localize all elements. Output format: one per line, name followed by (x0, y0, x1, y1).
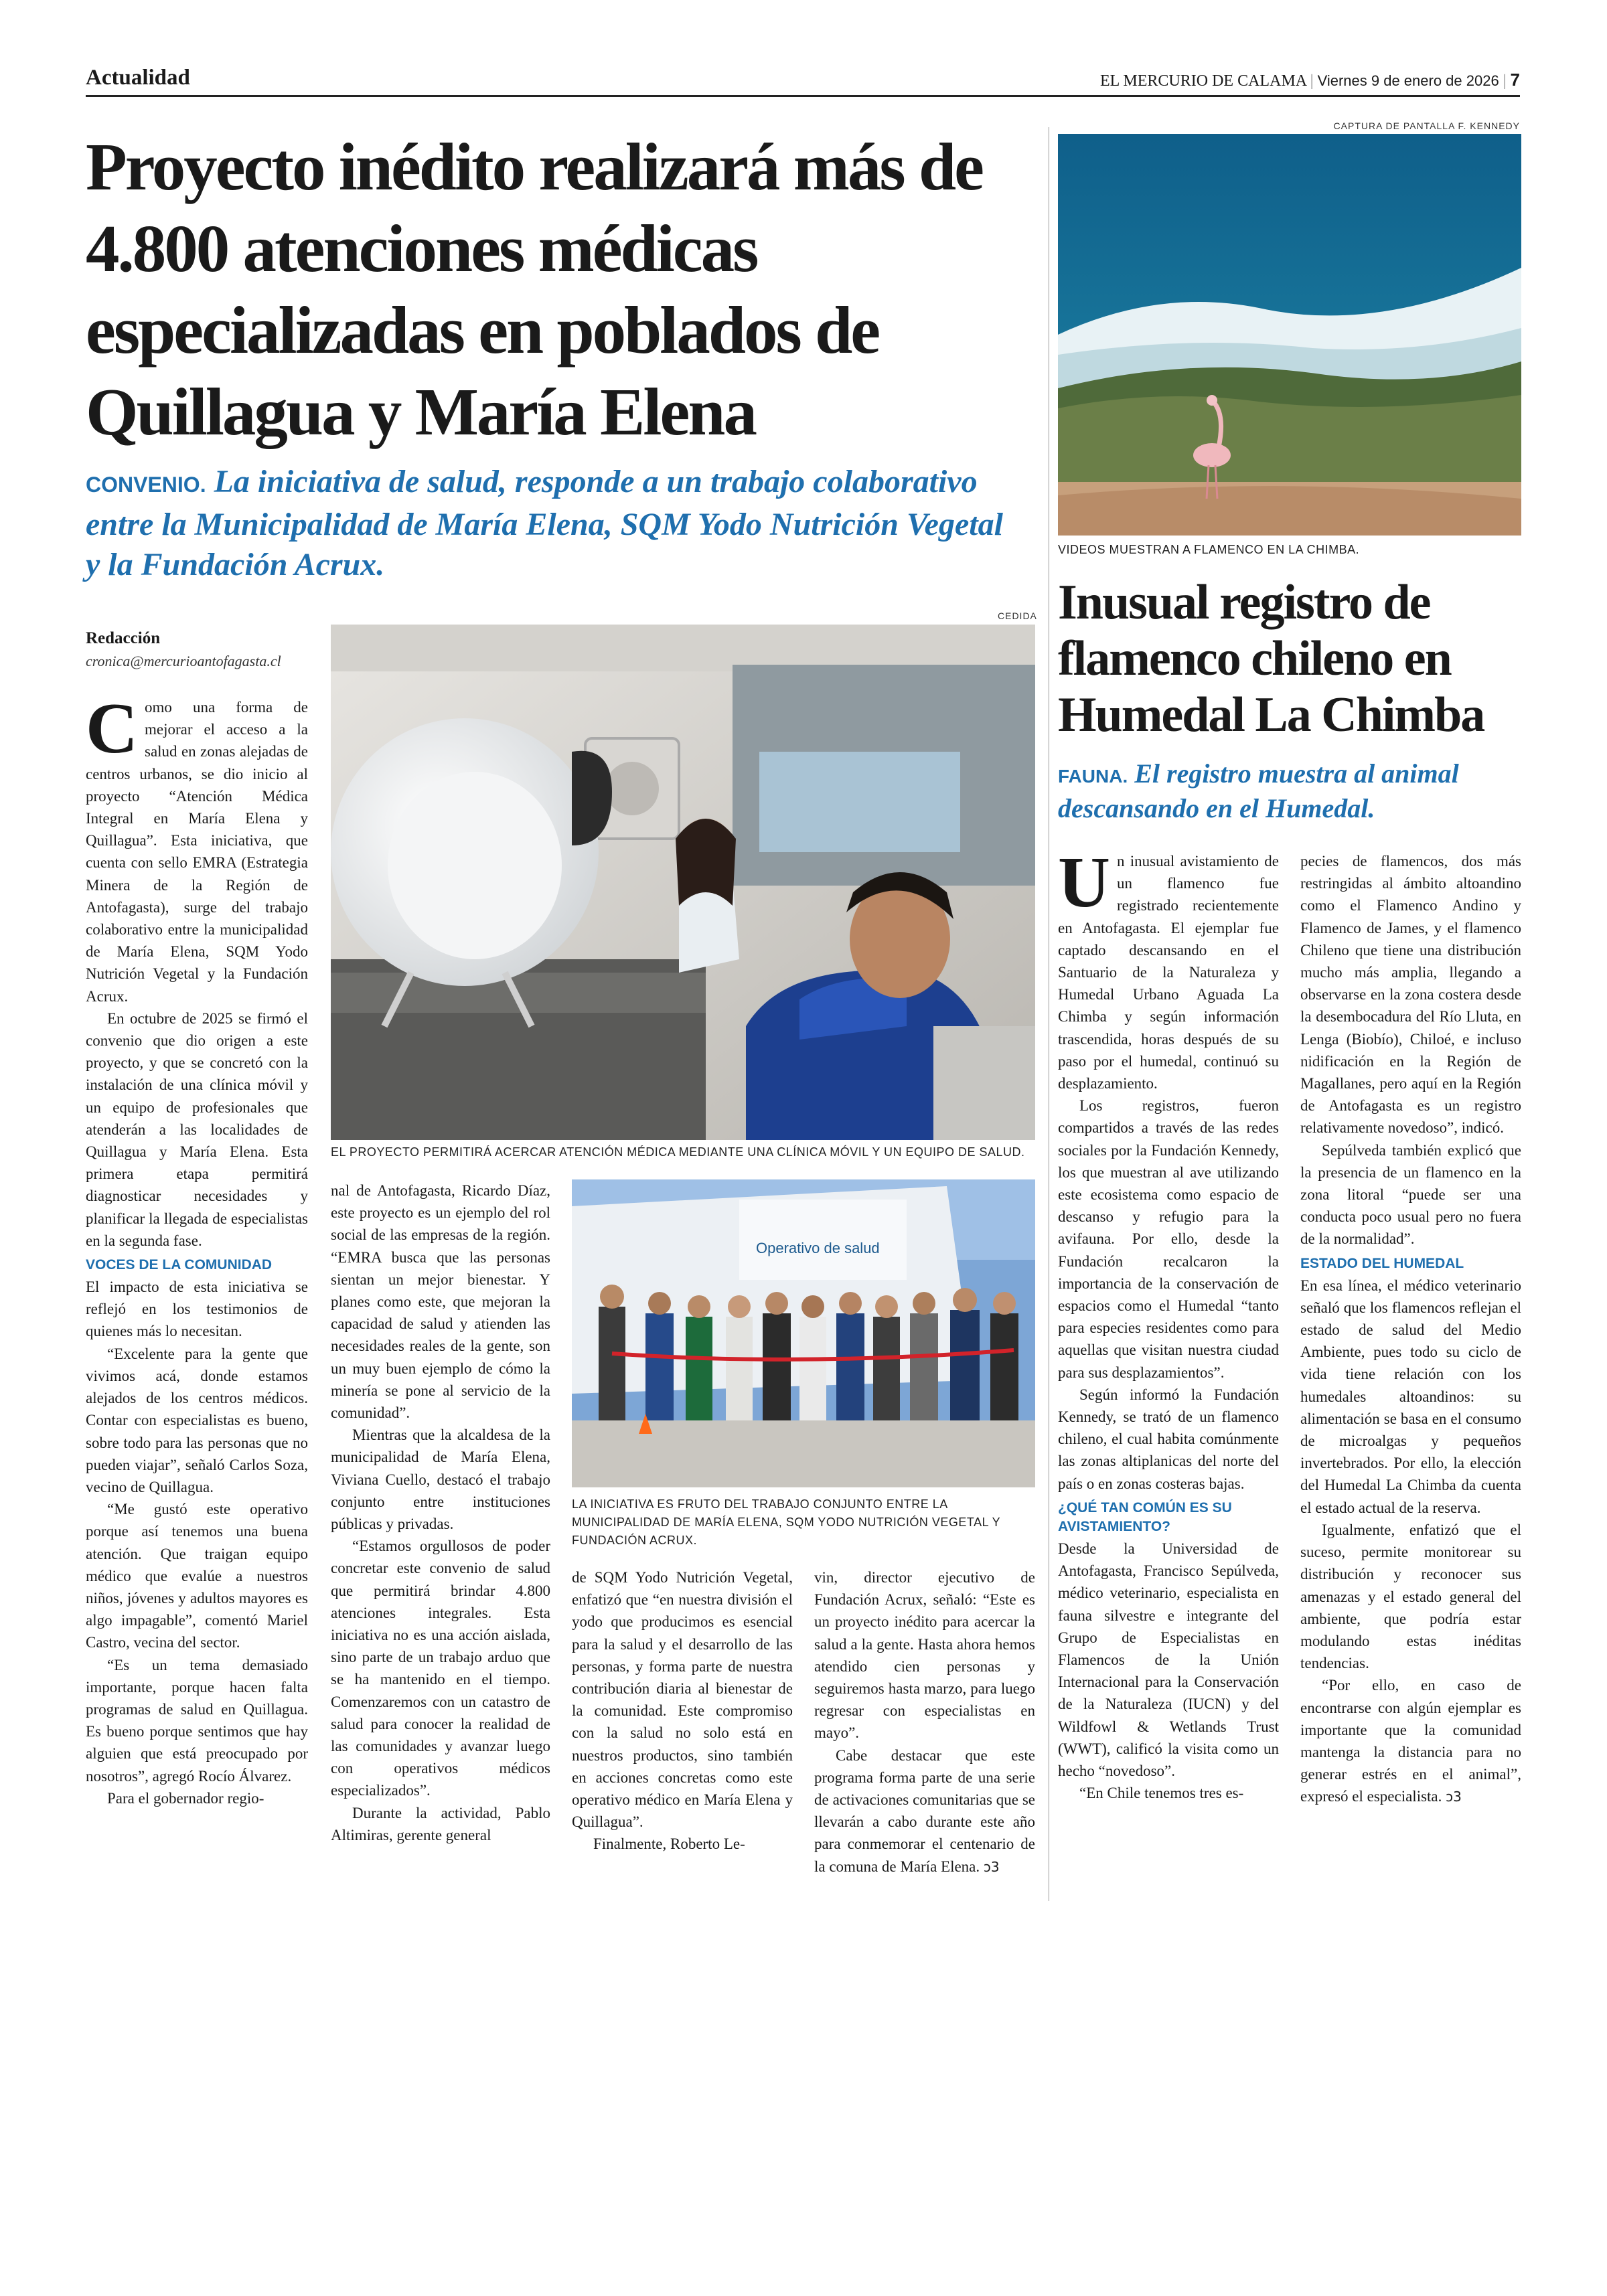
side-col1-p4: Desde la Universidad de Antofagasta, Francisco Sepúlveda, médico veterinario, especialista en fauna silvestre e integrante del Grupo de Especialistas en Flamencos de la Unión Internacional para la Conservación de la Naturaleza (IUCN) y del Wildfowl & Wetlands Trust (WWT), calificó la visita como un hecho “novedoso”. (1058, 1540, 1279, 1779)
clinic-interior-image (331, 625, 1035, 1140)
flamingo-photo (1058, 134, 1521, 536)
main-column-1 (86, 689, 308, 1809)
main-col2-p2: Mientras que la alcaldesa de la municipalidad de María Elena, Viviana Cuello, destacó el trabajo conjunto entre instituciones públicas y privadas. (331, 1426, 550, 1533)
main-col3-p2: Finalmente, Roberto Le- (593, 1835, 745, 1853)
main-col1-p2: En octubre de 2025 se firmó el convenio que dio origen a este proyecto, y que se concretó con la instalación de una clínica móvil y un equipo de profesionales que atenderán a las localidades de Quillagua y María Elena. Esta primera etapa permitirá diagnosticar necesidades y planificar la llegada de especialistas en la segunda fase. (86, 1009, 308, 1249)
main-col1-p7: Para el gobernador regio- (107, 1789, 264, 1807)
side-column-1 (1058, 843, 1279, 1804)
side-drop-cap: U (1058, 843, 1110, 922)
flamingo-image (1058, 134, 1521, 536)
main-kicker: CONVENIO. (86, 473, 206, 497)
main-deck (86, 462, 1023, 585)
main-col1-p6: “Es un tema demasiado importante, porque hacen falta programas de salud en Quillagua. Es bueno porque sentimos que hay alguien que está preocupado por nosotros”, agregó Rocío Álvarez. (86, 1656, 308, 1785)
side-col2-p3: En esa línea, el médico veterinario señaló que los flamencos reflejan el estado de salud del Medio Ambiente, pues todo su ciclo de vida tiene relación con los humedales altoandinos: su alimentación se basa en el consumo de microalgas y pequeños invertebrados. Por ello, la elección del Humedal La Chimba da cuenta el estado actual de la reserva. (1300, 1277, 1521, 1516)
section-label: Actualidad (86, 66, 190, 90)
main-end-mark: ↄ3 (983, 1858, 1000, 1875)
photo1-credit: CEDIDA (998, 610, 1037, 621)
header-rule (86, 95, 1520, 97)
side-col1-p5: “En Chile tenemos tres es- (1079, 1785, 1244, 1802)
main-drop-cap: C (86, 689, 138, 768)
main-col2-p1: nal de Antofagasta, Ricardo Díaz, este proyecto es un ejemplo del rol social de las empresas de la región. “EMRA busca que las personas sientan un mejor bienestar. Y planes como este, que mejoran la capacidad de salud y atienden las necesidades reales de la gente, son un muy buen ejemplo de cómo la minería se pone al servicio de la comunidad”. (331, 1182, 550, 1422)
side-col1-p1: Un inusual avistamiento de un flamenco fue registrado recientemente en Antofagasta. El ejemplar fue captado descansando en el Santuario de la Naturaleza y Humedal Urbano Aguada La Chimba y según información trascendida, horas después de su paso por el humedal, continuó su desplazamiento. (1058, 843, 1279, 1092)
main-column-3 (572, 1566, 793, 1856)
side-col2-p5: “Por ello, en caso de encontrarse con algún ejemplar es importante que la comunidad mantenga la distancia para no generar estrés en el animal”, expresó el especialista. ↄ3 (1300, 1677, 1521, 1805)
page-number: 7 (1510, 70, 1520, 90)
clinic-interior-photo (331, 625, 1035, 1140)
subhead-voces: VOCES DE LA COMUNIDAD (86, 1257, 273, 1273)
main-col1-p3: El impacto de esta iniciativa se reflejó en los testimonios de quienes más lo necesitan. (86, 1279, 308, 1340)
main-col2-p4: Durante la actividad, Pablo Altimiras, gerente general (331, 1804, 550, 1843)
ribbon-cutting-image (572, 1179, 1035, 1487)
issue-date: Viernes 9 de enero de 2026 (1317, 72, 1499, 89)
ribbon-cutting-photo (572, 1179, 1035, 1487)
byline: Redacción (86, 629, 161, 647)
side-photo-caption: VIDEOS MUESTRAN A FLAMENCO EN LA CHIMBA. (1058, 543, 1360, 556)
side-col2-p1: pecies de flamencos, dos más restringidas al ámbito altoandino como el Flamenco Andino y Flamenco de James, y el flamenco Chileno que tiene una distribución mucho más amplia, llegando a observarse en la zona costera desde la desembocadura del Río Lluta, en Lenga (Biobío), Chiloé, e incluso nidificación en la Región de Magallanes, pero aquí en la Región de Antofagasta es un registro relativamente novedoso”, indicó. (1300, 853, 1521, 1137)
main-headline: Proyecto inédito realizará más de 4.800 atenciones médicas especializadas en poblados de Quillagua y María Elena (86, 129, 982, 449)
side-column-2 (1300, 850, 1521, 1809)
main-deck-text: La iniciativa de salud, responde a un trabajo colaborativo entre la Municipalidad de María Elena, SQM Yodo Nutrición Vegetal y la Fundación Acrux. (86, 464, 1003, 582)
side-headline: Inusual registro de flamenco chileno en Humedal La Chimba (1058, 575, 1484, 742)
side-kicker: FAUNA. (1058, 766, 1128, 787)
subhead-avistamiento: ¿QUÉ TAN COMÚN ES SU AVISTAMIENTO? (1058, 1499, 1232, 1534)
main-column-4 (814, 1566, 1035, 1878)
byline-email: cronica@mercurioantofagasta.cl (86, 653, 281, 669)
newspaper-name: EL MERCURIO DE CALAMA (1099, 72, 1306, 90)
side-col1-p2: Los registros, fueron compartidos a través de las redes sociales por la Fundación Kennedy, los que muestran al ave utilizando este ecosistema como espacio de descanso y refugio para la avifauna. Por ello, desde la Fundación recalcaron la importancia de la conservación de espacios como el Humedal “tanto para especies residentes como para aquellas que visitan nuestra ciudad para sus desplazamientos”. (1058, 1097, 1279, 1381)
clinic-sign: Operativo de salud (756, 1240, 880, 1256)
side-end-mark: ↄ3 (1446, 1789, 1462, 1805)
subhead-estado: ESTADO DEL HUMEDAL (1300, 1255, 1464, 1271)
masthead-info: EL MERCURIO DE CALAMA | Viernes 9 de enero de 2026 | 7 (1099, 70, 1520, 90)
main-col4-p2: Cabe destacar que este programa forma parte de una serie de activaciones comunitarias que se llevarán a cabo durante este año para conmemorar el centenario de la comuna de María Elena. ↄ3 (814, 1746, 1035, 1875)
main-col3-p1: de SQM Yodo Nutrición Vegetal, enfatizó que “en nuestra división el yodo que producimos es esencial para la salud y el desarrollo de las personas, y forma parte de nuestra contribución diaria al bienestar de la comunidad. Este compromiso con la salud no solo está en nuestros productos, sino también en acciones concretas como este operativo médico en María Elena y Quillagua”. (572, 1569, 793, 1831)
side-col2-p4: Igualmente, enfatizó que el suceso, permite monitorear su distribución y reconocer sus amenazas y el estado general del ambiente, que podría estar modulando estas inéditas tendencias. (1300, 1521, 1521, 1672)
side-col2-p2: Sepúlveda también explicó que la presencia de un flamenco en la zona litoral “puede ser una conducta poco usual pero no fuera de la normalidad”. (1300, 1141, 1521, 1248)
main-col1-p5: “Me gustó este operativo porque así tenemos una buena atención. Que traigan equipo médico que evalúe a nuestros niños, jóvenes y adultos mayores es algo impagable”, comentó Mariel Castro, vecina del sector. (86, 1501, 308, 1651)
main-col4-p1: vin, director ejecutivo de Fundación Acrux, señaló: “Este es un proyecto inédito para acercar la salud a la gente. Hasta ahora hemos atendido cien personas y seguiremos hasta marzo, para luego regresar con especialistas en mayo”. (814, 1569, 1035, 1742)
photo1-caption: EL PROYECTO PERMITIRÁ ACERCAR ATENCIÓN MÉDICA MEDIANTE UNA CLÍNICA MÓVIL Y UN EQUIPO DE SALUD. (331, 1145, 1025, 1159)
side-deck-text: El registro muestra al animal descansando en el Humedal. (1058, 758, 1459, 823)
main-col1-p4: “Excelente para la gente que vivimos acá, donde estamos alejados de los centros médicos. Contar con especialistas es bueno, sobre todo para las personas que no pueden viajar”, señaló Carlos Soza, vecino de Quillagua. (86, 1345, 308, 1495)
main-column-2 (331, 1179, 550, 1846)
main-col1-p1: Como una forma de mejorar el acceso a la salud en zonas alejadas de centros urbanos, se dio inicio al proyecto “Atención Médica Integral en María Elena y Quillagua”. Esta iniciativa, que cuenta con sello EMRA (Estrategia Minera de la Región de Antofagasta), surge del trabajo colaborativo entre la municipalidad de María Elena, SQM Yodo Nutrición Vegetal y la Fundación Acrux. (86, 689, 308, 1005)
side-photo-credit: CAPTURA DE PANTALLA F. KENNEDY (1333, 120, 1520, 131)
main-col2-p3: “Estamos orgullosos de poder concretar este convenio de salud que permitirá brindar 4.800 atenciones integrales. Esta iniciativa no es una acción aislada, sino parte de un trabajo arduo que se ha mantenido en el tiempo. Comenzaremos con un catastro de salud para conocer la realidad de las comunidades y avanzar luego con operativos médicos especializados”. (331, 1538, 550, 1799)
side-col1-p3: Según informó la Fundación Kennedy, se trató de un flamenco chileno, el cual habita comúnmente las zonas altiplanicas del norte del país o en zonas costeras bajas. (1058, 1386, 1279, 1492)
photo2-caption: LA INICIATIVA ES FRUTO DEL TRABAJO CONJUNTO ENTRE LA MUNICIPALIDAD DE MARÍA ELENA, SQM YODO NUTRICIÓN VEGETAL Y FUNDACIÓN ACRUX. (572, 1497, 1000, 1547)
side-deck (1058, 758, 1520, 825)
